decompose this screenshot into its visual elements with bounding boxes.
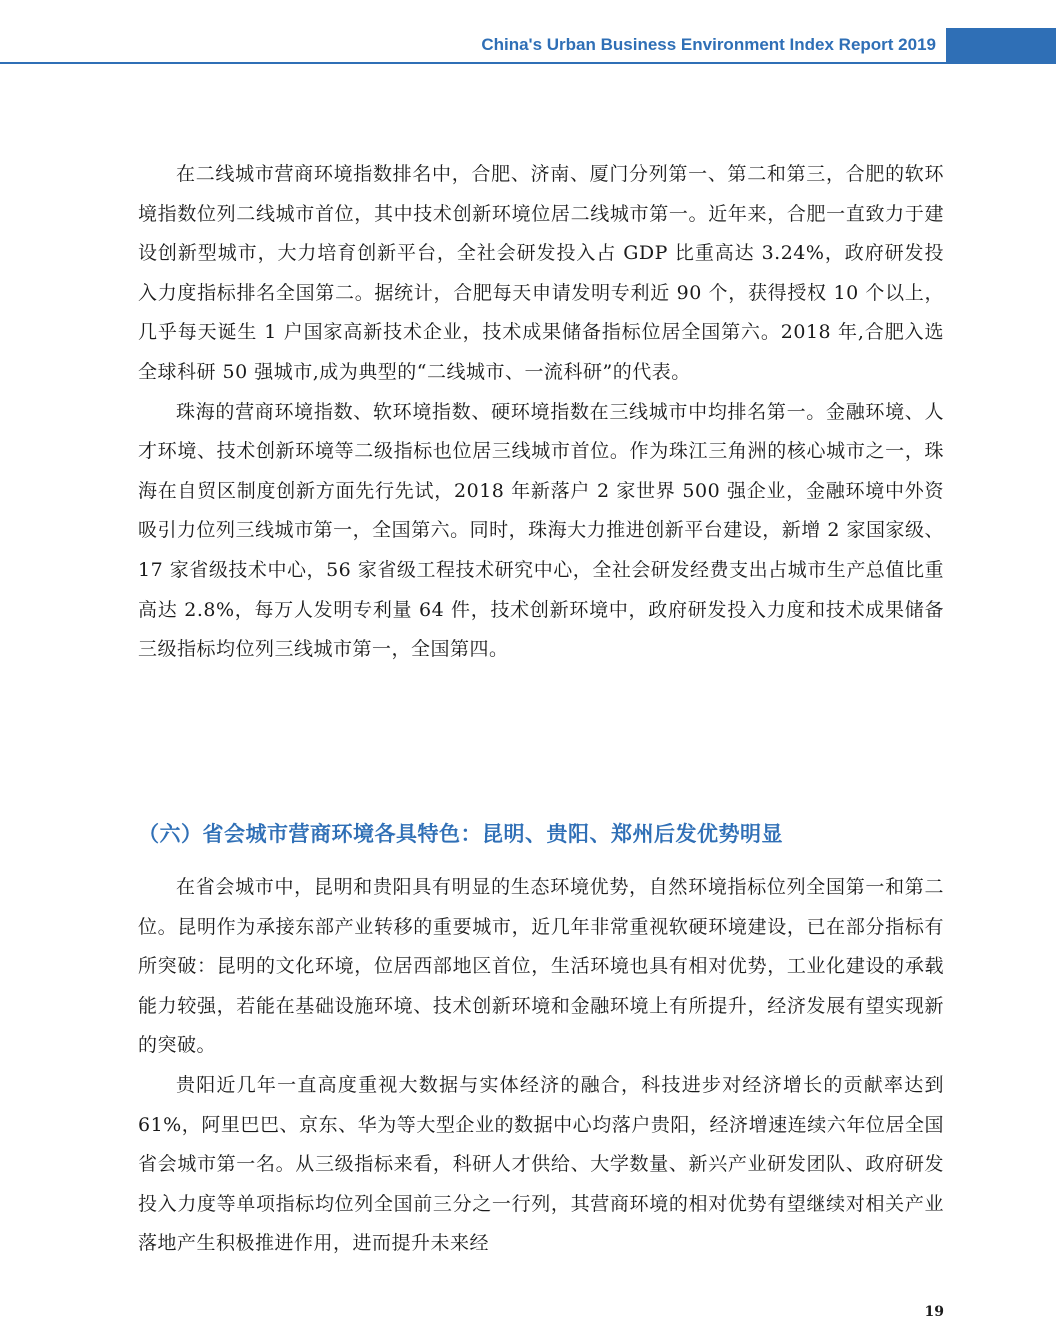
paragraph-guiyang: 贵阳近几年一直高度重视大数据与实体经济的融合，科技进步对经济增长的贡献率达到 61%，阿里巴巴、京东、华为等大型企业的数据中心均落户贵阳，经济增速连续六年位居全国省会城市第一名。从三级指标来看，科研人才供给、大学数量、新兴产业研发团队、政府研发投入力度等单项指标均位列全国前三分之一行列，其营商环境的相对优势有望继续对相关产业落地产生积极推进作用，进而提升未来经 (138, 1073, 944, 1255)
section-b-body (138, 868, 944, 1264)
paragraph-zhuhai: 珠海的营商环境指数、软环境指数、硬环境指数在三线城市中均排名第一。金融环境、人才环境、技术创新环境等二级指标也位居三线城市首位。作为珠江三角洲的核心城市之一，珠海在自贸区制度创新方面先行先试，2018 年新落户 2 家世界 500 强企业，金融环境中外资吸引力位列三线城市第一，全国第六。同时，珠海大力推进创新平台建设，新增 2 家国家级、17 家省级技术中心，56 家省级工程技术研究中心，全社会研发经费支出占城市生产总值比重高达 2.8%，每万人发明专利量 64 件，技术创新环境中，政府研发投入力度和技术成果储备三级指标均位列三线城市第一，全国第四。 (138, 400, 944, 661)
running-header (0, 28, 1056, 64)
header-accent-block (946, 28, 1056, 64)
page-number: 19 (924, 1304, 944, 1320)
section-a-body (138, 155, 944, 670)
section-heading: （六）省会城市营商环境各具特色：昆明、贵阳、郑州后发优势明显 (138, 822, 783, 846)
header-rule (0, 62, 946, 64)
report-title: China's Urban Business Environment Index Report 2019 (481, 35, 936, 54)
paragraph-hefei: 在二线城市营商环境指数排名中，合肥、济南、厦门分列第一、第二和第三，合肥的软环境指数位列二线城市首位，其中技术创新环境位居二线城市第一。近年来，合肥一直致力于建设创新型城市，大力培育创新平台，全社会研发投入占 GDP 比重高达 3.24%，政府研发投入力度指标排名全国第二。据统计，合肥每天申请发明专利近 90 个，获得授权 10 个以上，几乎每天诞生 1 户国家高新技术企业，技术成果储备指标位居全国第六。2018 年,合肥入选全球科研 50 强城市,成为典型的“二线城市、一流科研”的代表。 (138, 163, 944, 383)
paragraph-kunming: 在省会城市中，昆明和贵阳具有明显的生态环境优势，自然环境指标位列全国第一和第二位。昆明作为承接东部产业转移的重要城市，近几年非常重视软硬环境建设，已在部分指标有所突破：昆明的文化环境，位居西部地区首位，生活环境也具有相对优势，工业化建设的承载能力较强，若能在基础设施环境、技术创新环境和金融环境上有所提升，经济发展有望实现新的突破。 (138, 876, 944, 1057)
